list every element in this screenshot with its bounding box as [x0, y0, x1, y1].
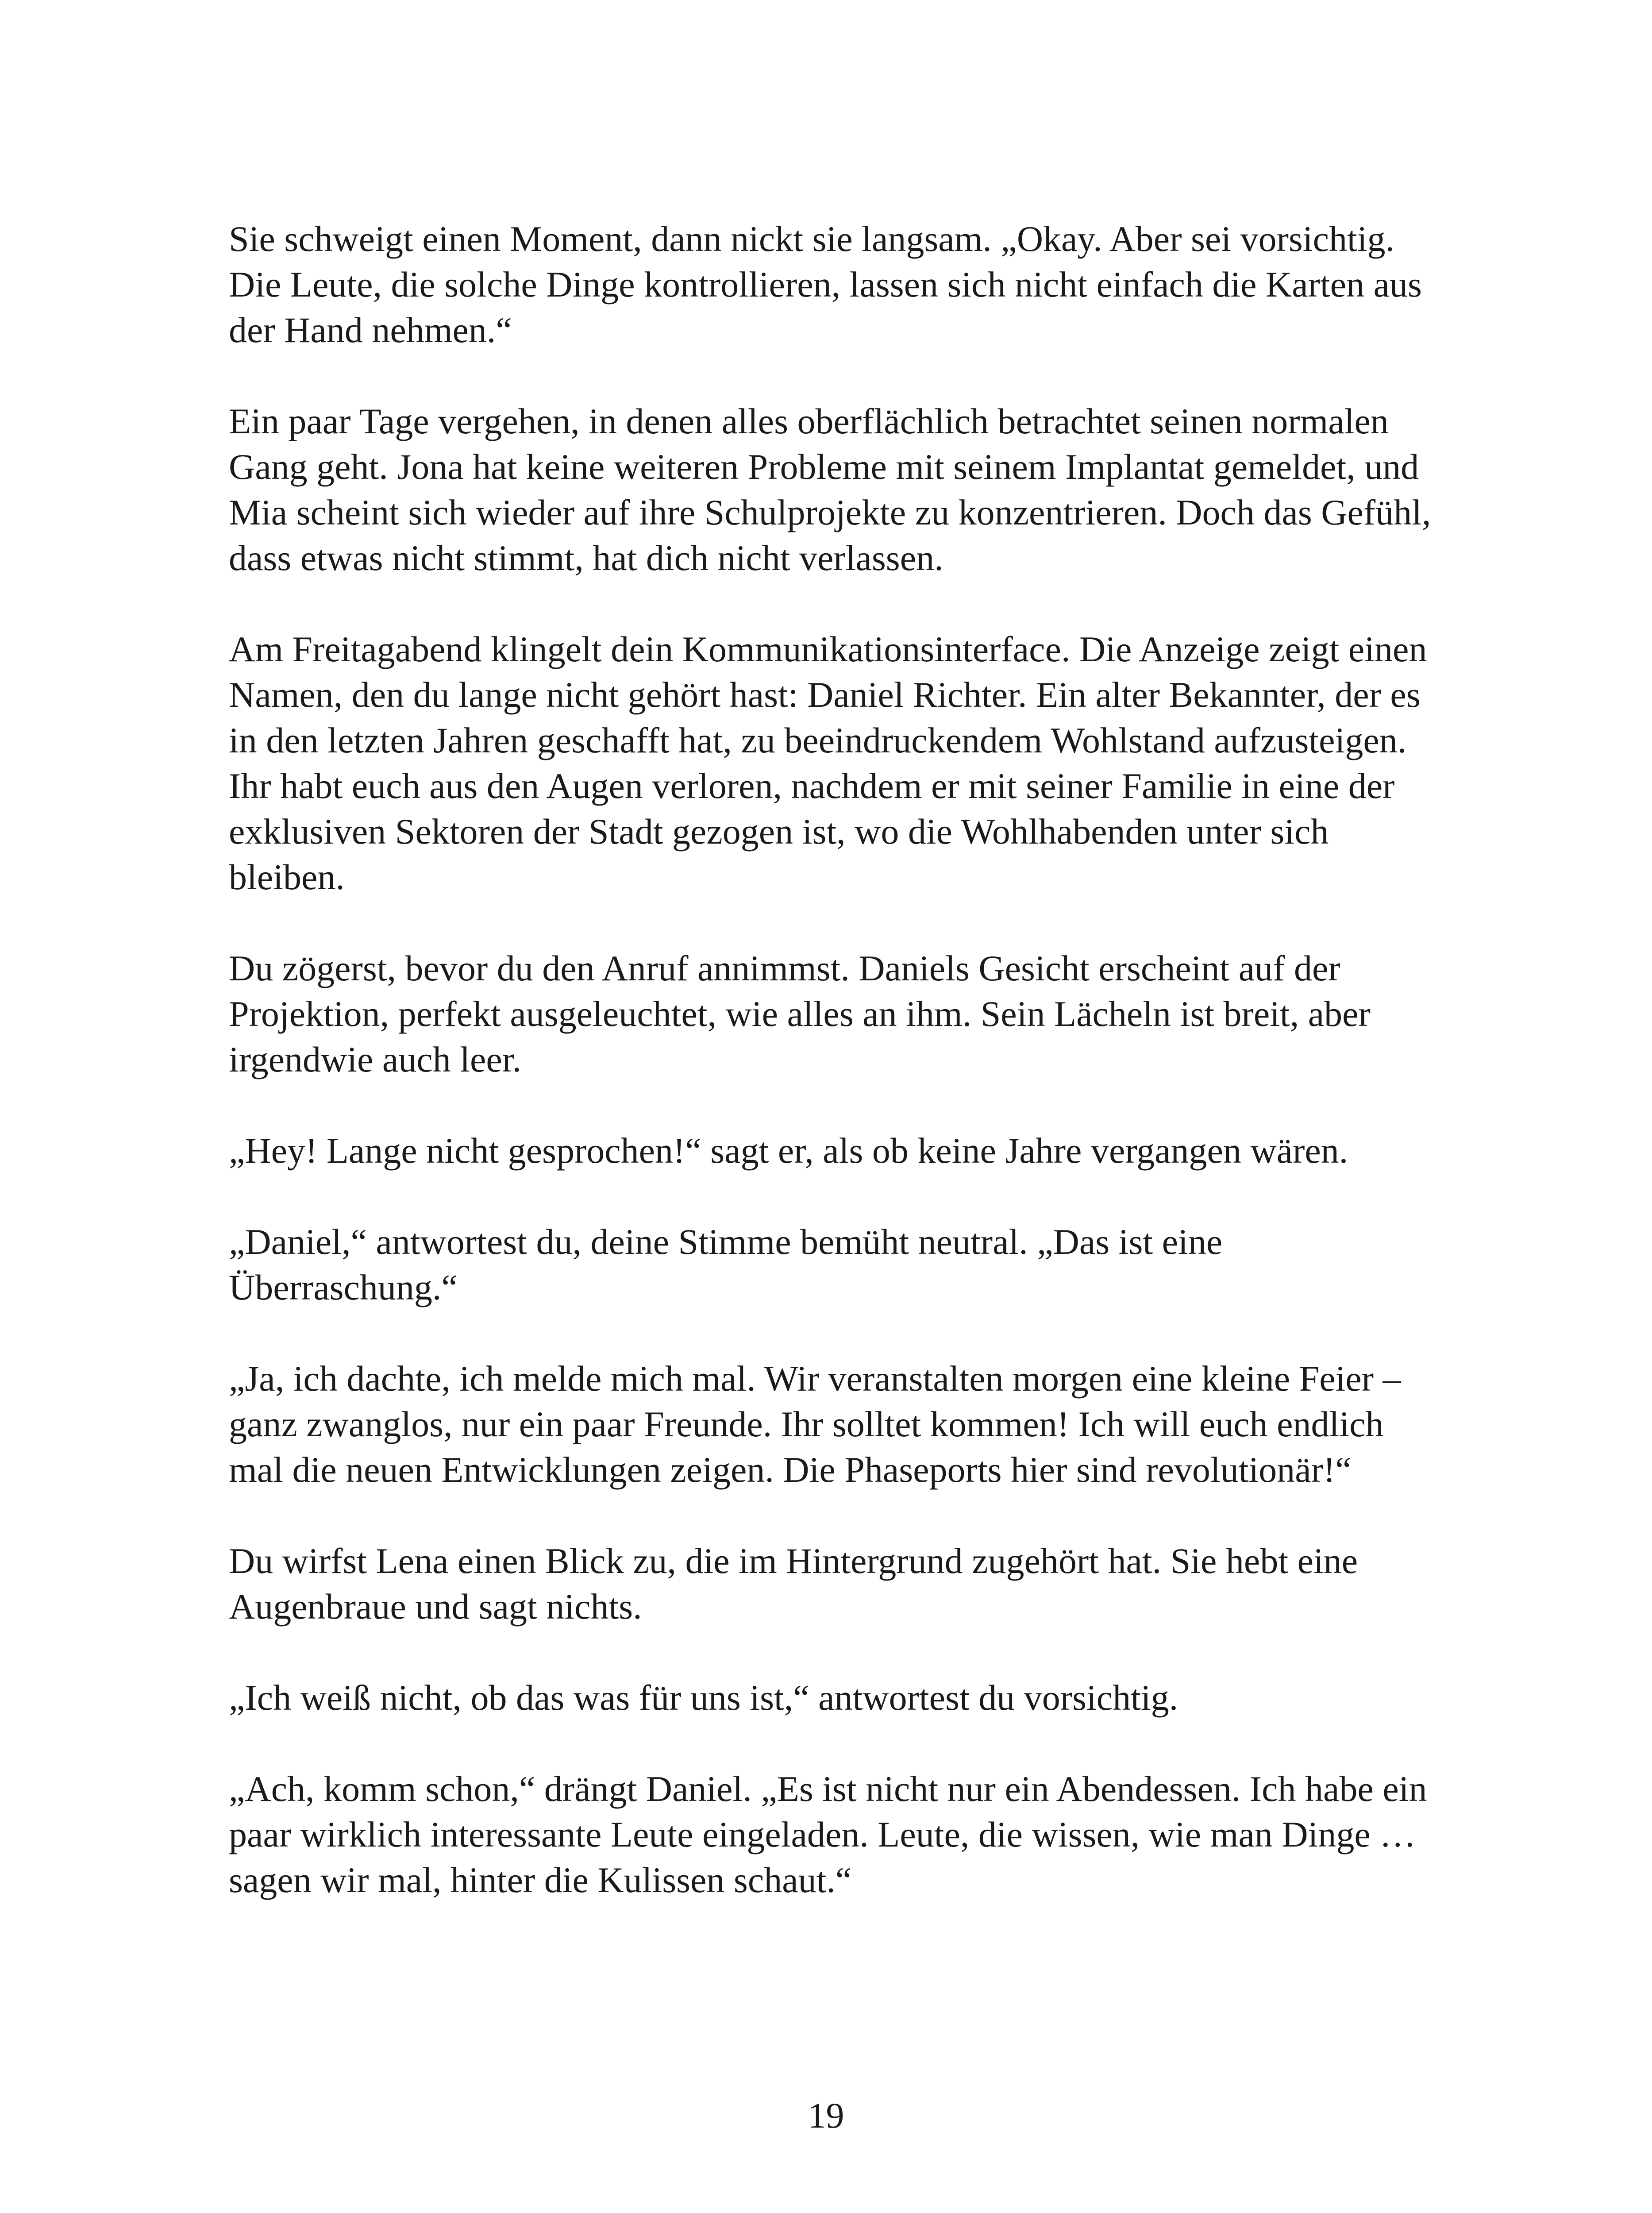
paragraph-1: Sie schweigt einen Moment, dann nickt sie langsam. „Okay. Aber sei vorsichtig. Die Leute, die solche Dinge kontrollieren, lassen sich nicht einfach die Karten aus der Hand nehmen.“: [229, 219, 1422, 350]
page-number: 19: [808, 2095, 844, 2136]
body-text: [229, 216, 1441, 1903]
paragraph-8: Du wirfst Lena einen Blick zu, die im Hintergrund zugehört hat. Sie hebt eine Augenbraue und sagt nichts.: [229, 1541, 1358, 1627]
paragraph-3: Am Freitagabend klingelt dein Kommunikationsinterface. Die Anzeige zeigt einen Namen, den du lange nicht gehört hast: Daniel Richter. Ein alter Bekannter, der es in den letzten Jahren geschafft hat, zu beeindruckendem Wohlstand aufzusteigen. Ihr habt euch aus den Augen verloren, nachdem er mit seiner Familie in eine der exklusiven Sektoren der Stadt gezogen ist, wo die Wohlhabenden unter sich bleiben.: [229, 629, 1427, 897]
paragraph-5: „Hey! Lange nicht gesprochen!“ sagt er, als ob keine Jahre vergangen wären.: [229, 1130, 1348, 1171]
paragraph-9: „Ich weiß nicht, ob das was für uns ist,“ antwortest du vorsichtig.: [229, 1677, 1178, 1718]
paragraph-6: „Daniel,“ antwortest du, deine Stimme bemüht neutral. „Das ist eine Überraschung.“: [229, 1222, 1223, 1307]
paragraph-7: „Ja, ich dachte, ich melde mich mal. Wir veranstalten morgen eine kleine Feier – ganz zwanglos, nur ein paar Freunde. Ihr solltet kommen! Ich will euch endlich mal die neuen Entwicklungen zeigen. Die Phaseports hier sind revolutionär!“: [229, 1358, 1401, 1490]
paragraph-4: Du zögerst, bevor du den Anruf annimmst. Daniels Gesicht erscheint auf der Projektion, perfekt ausgeleuchtet, wie alles an ihm. Sein Lächeln ist breit, aber irgendwie auch leer.: [229, 948, 1371, 1080]
paragraph-10: „Ach, komm schon,“ drängt Daniel. „Es ist nicht nur ein Abendessen. Ich habe ein paar wirklich interessante Leute eingeladen. Leute, die wissen, wie man Dinge … sagen wir mal, hinter die Kulissen schaut.“: [229, 1769, 1427, 1900]
paragraph-2: Ein paar Tage vergehen, in denen alles oberflächlich betrachtet seinen normalen Gang geht. Jona hat keine weiteren Probleme mit seinem Implantat gemeldet, und Mia scheint sich wieder auf ihre Schulprojekte zu konzentrieren. Doch das Gefühl, dass etwas nicht stimmt, hat dich nicht verlassen.: [229, 401, 1431, 578]
